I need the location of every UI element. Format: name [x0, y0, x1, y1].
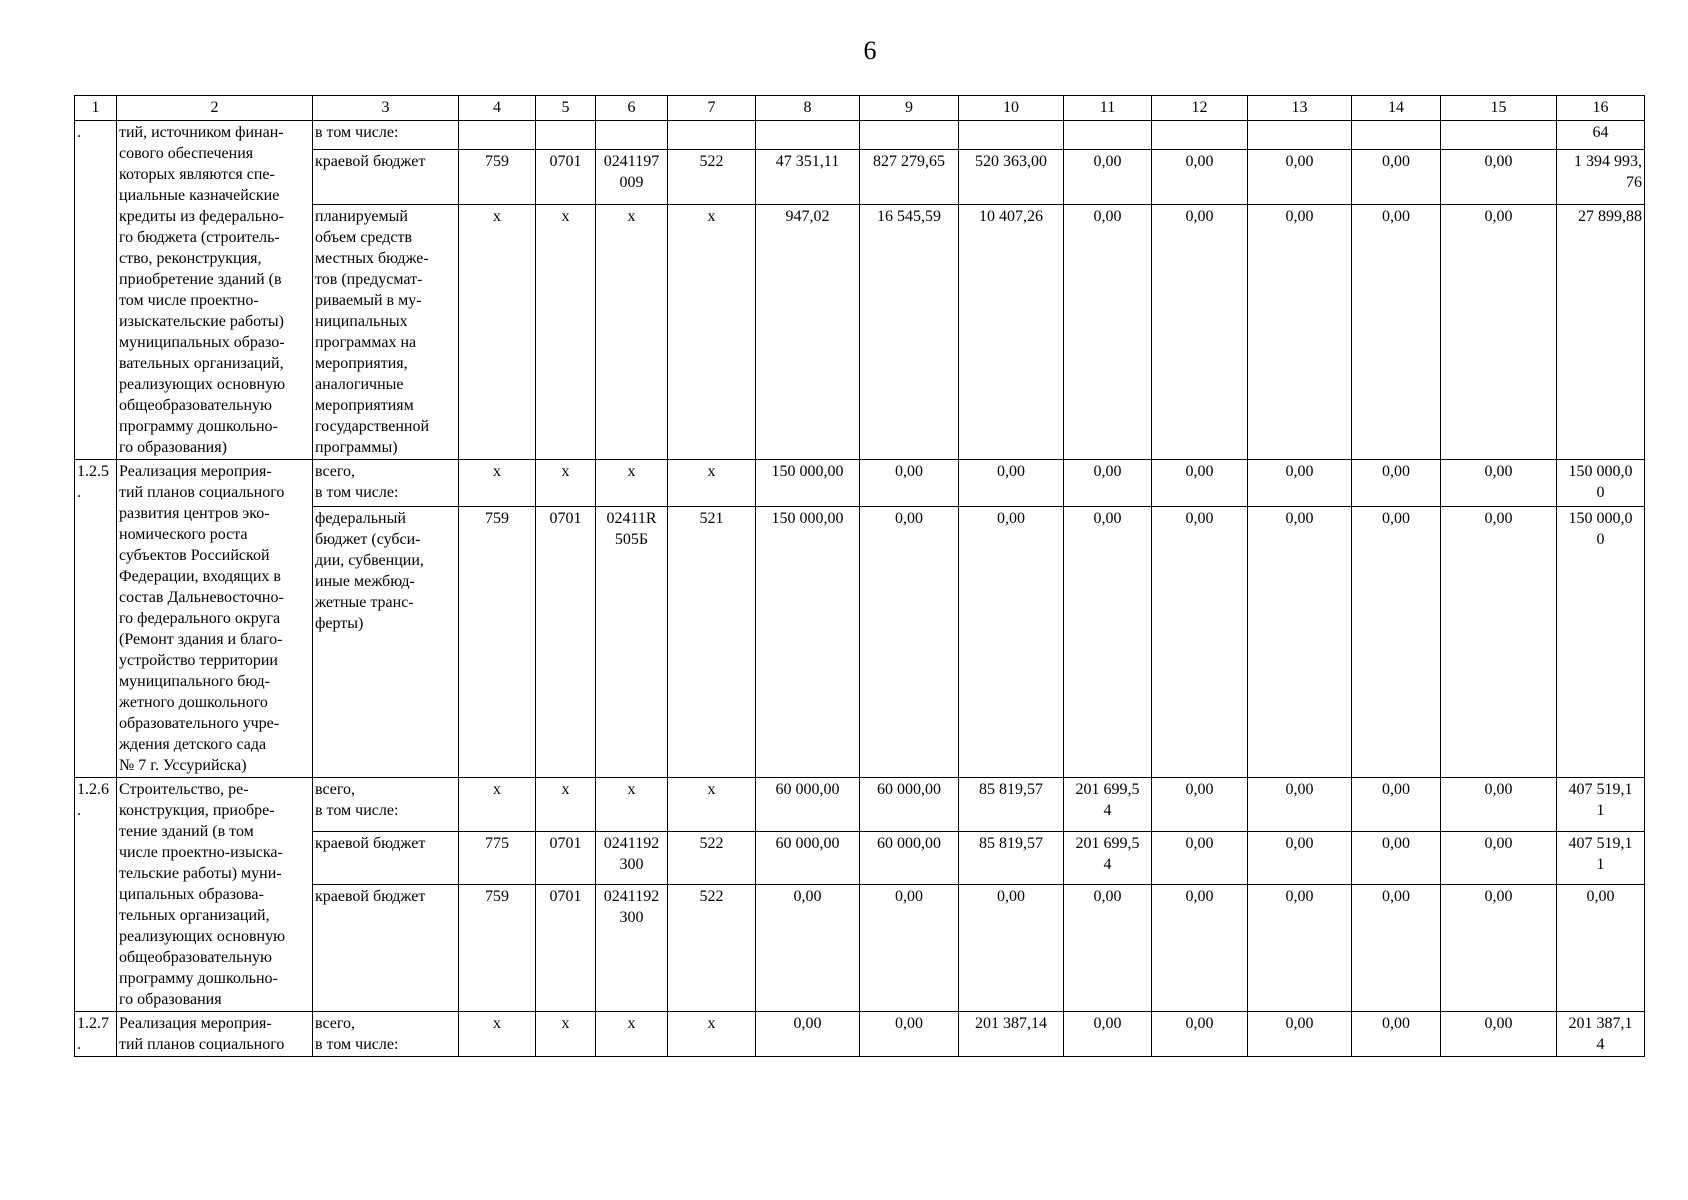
- cell-c16: 64: [1557, 121, 1645, 150]
- cell-c15: 0,00: [1441, 778, 1557, 832]
- row-description: Строительство, ре- конструкция, приобре- тение зданий (в том числе проектно-изыска- тельские работы) муни- ципальных образова- тельных организаций, реализующих основную общеобразовательную программу дошкольно- го образования: [117, 778, 313, 1012]
- row-index: 1.2.5 .: [75, 460, 117, 778]
- cell-c7: 522: [668, 150, 756, 205]
- cell-c9: 0,00: [860, 460, 959, 507]
- cell-c16: 150 000,0 0: [1557, 507, 1645, 778]
- funding-source-label: краевой бюджет: [313, 150, 459, 205]
- cell-c9: [860, 121, 959, 150]
- page-number: 6: [863, 36, 877, 65]
- header-cell: 3: [313, 96, 459, 121]
- cell-c13: 0,00: [1248, 507, 1352, 778]
- cell-c5: x: [536, 778, 596, 832]
- cell-c16: 201 387,1 4: [1557, 1012, 1645, 1057]
- funding-source-label: федеральный бюджет (субси- дии, субвенции, иные межбюд- жетные транс- ферты): [313, 507, 459, 778]
- cell-c4: 759: [459, 150, 536, 205]
- cell-c11: 201 699,5 4: [1064, 831, 1152, 885]
- funding-source-label: краевой бюджет: [313, 831, 459, 885]
- cell-c5: x: [536, 460, 596, 507]
- cell-c12: [1152, 121, 1248, 150]
- cell-c4: x: [459, 205, 536, 460]
- cell-c11: 201 699,5 4: [1064, 778, 1152, 832]
- cell-c10: 0,00: [959, 885, 1064, 1012]
- cell-c15: [1441, 121, 1557, 150]
- cell-c4: x: [459, 1012, 536, 1057]
- cell-c13: 0,00: [1248, 460, 1352, 507]
- header-cell: 8: [756, 96, 860, 121]
- funding-source-label: всего, в том числе:: [313, 778, 459, 832]
- cell-c4: 775: [459, 831, 536, 885]
- cell-c8: [756, 121, 860, 150]
- cell-c16: 1 394 993, 76: [1557, 150, 1645, 205]
- cell-c15: 0,00: [1441, 205, 1557, 460]
- cell-c14: 0,00: [1352, 205, 1441, 460]
- table-row: [75, 460, 1645, 507]
- cell-c12: 0,00: [1152, 205, 1248, 460]
- budget-table: [74, 95, 1645, 1057]
- cell-c16: 0,00: [1557, 885, 1645, 1012]
- cell-c14: 0,00: [1352, 507, 1441, 778]
- row-index: 1.2.6 .: [75, 778, 117, 1012]
- cell-c15: 0,00: [1441, 885, 1557, 1012]
- cell-c15: 0,00: [1441, 1012, 1557, 1057]
- cell-c16: 27 899,88: [1557, 205, 1645, 460]
- header-cell: 2: [117, 96, 313, 121]
- cell-c9: 60 000,00: [860, 831, 959, 885]
- cell-c13: 0,00: [1248, 831, 1352, 885]
- cell-c5: 0701: [536, 150, 596, 205]
- cell-c12: 0,00: [1152, 885, 1248, 1012]
- header-cell: 6: [596, 96, 668, 121]
- cell-c5: x: [536, 1012, 596, 1057]
- cell-c5: x: [536, 205, 596, 460]
- cell-c14: [1352, 121, 1441, 150]
- cell-c13: 0,00: [1248, 150, 1352, 205]
- cell-c10: 520 363,00: [959, 150, 1064, 205]
- cell-c10: 0,00: [959, 507, 1064, 778]
- cell-c13: 0,00: [1248, 778, 1352, 832]
- cell-c8: 150 000,00: [756, 507, 860, 778]
- cell-c10: 0,00: [959, 460, 1064, 507]
- header-cell: 5: [536, 96, 596, 121]
- cell-c14: 0,00: [1352, 778, 1441, 832]
- cell-c9: 60 000,00: [860, 778, 959, 832]
- cell-c16: 150 000,0 0: [1557, 460, 1645, 507]
- row-description: тий, источником финан- сового обеспечения которых являются спе- циальные казначейские кредиты из федерально- го бюджета (строитель- ство, реконструкция, приобретение зданий (в том числе проектно- изыскательские работы) муниципальных образо- вательных организаций, реализующих основную общеобразовательную программу дошкольно- го образования): [117, 121, 313, 460]
- cell-c4: [459, 121, 536, 150]
- cell-c4: x: [459, 778, 536, 832]
- funding-source-label: в том числе:: [313, 121, 459, 150]
- cell-c8: 947,02: [756, 205, 860, 460]
- header-row: [75, 96, 1645, 121]
- cell-c15: 0,00: [1441, 831, 1557, 885]
- cell-c7: x: [668, 778, 756, 832]
- cell-c14: 0,00: [1352, 1012, 1441, 1057]
- cell-c14: 0,00: [1352, 885, 1441, 1012]
- cell-c13: 0,00: [1248, 205, 1352, 460]
- cell-c8: 0,00: [756, 1012, 860, 1057]
- header-cell: 10: [959, 96, 1064, 121]
- cell-c12: 0,00: [1152, 460, 1248, 507]
- cell-c9: 827 279,65: [860, 150, 959, 205]
- cell-c8: 60 000,00: [756, 778, 860, 832]
- cell-c7: x: [668, 205, 756, 460]
- cell-c10: 85 819,57: [959, 831, 1064, 885]
- cell-c13: 0,00: [1248, 1012, 1352, 1057]
- row-description: Реализация мероприя- тий планов социального развития центров эко- номического роста субъектов Российской Федерации, входящих в состав Дальневосточно- го федерального округа (Ремонт здания и благо- устройство территории муниципального бюд- жетного дошкольного образовательного учре- ждения детского сада № 7 г. Уссурийска): [117, 460, 313, 778]
- cell-c16: 407 519,1 1: [1557, 778, 1645, 832]
- header-cell: 4: [459, 96, 536, 121]
- cell-c8: 0,00: [756, 885, 860, 1012]
- cell-c12: 0,00: [1152, 778, 1248, 832]
- cell-c12: 0,00: [1152, 831, 1248, 885]
- header-cell: 12: [1152, 96, 1248, 121]
- cell-c12: 0,00: [1152, 507, 1248, 778]
- cell-c7: x: [668, 460, 756, 507]
- header-cell: 9: [860, 96, 959, 121]
- header-cell: 15: [1441, 96, 1557, 121]
- cell-c15: 0,00: [1441, 460, 1557, 507]
- cell-c14: 0,00: [1352, 460, 1441, 507]
- cell-c12: 0,00: [1152, 1012, 1248, 1057]
- cell-c16: 407 519,1 1: [1557, 831, 1645, 885]
- funding-source-label: краевой бюджет: [313, 885, 459, 1012]
- cell-c6: 0241192 300: [596, 885, 668, 1012]
- cell-c6: 02411R 505Б: [596, 507, 668, 778]
- header-cell: 13: [1248, 96, 1352, 121]
- header-cell: 14: [1352, 96, 1441, 121]
- row-index: .: [75, 121, 117, 460]
- funding-source-label: всего, в том числе:: [313, 460, 459, 507]
- cell-c11: 0,00: [1064, 885, 1152, 1012]
- table-row: [75, 778, 1645, 832]
- cell-c4: 759: [459, 507, 536, 778]
- row-description: Реализация мероприя- тий планов социального: [117, 1012, 313, 1057]
- header-cell: 16: [1557, 96, 1645, 121]
- cell-c9: 0,00: [860, 885, 959, 1012]
- cell-c14: 0,00: [1352, 150, 1441, 205]
- cell-c9: 0,00: [860, 507, 959, 778]
- cell-c7: 522: [668, 831, 756, 885]
- table-row: [75, 1012, 1645, 1057]
- cell-c8: 60 000,00: [756, 831, 860, 885]
- funding-source-label: всего, в том числе:: [313, 1012, 459, 1057]
- cell-c7: 521: [668, 507, 756, 778]
- header-cell: 1: [75, 96, 117, 121]
- cell-c6: x: [596, 205, 668, 460]
- cell-c11: 0,00: [1064, 205, 1152, 460]
- cell-c11: [1064, 121, 1152, 150]
- cell-c11: 0,00: [1064, 1012, 1152, 1057]
- cell-c6: [596, 121, 668, 150]
- cell-c11: 0,00: [1064, 460, 1152, 507]
- cell-c10: [959, 121, 1064, 150]
- cell-c4: x: [459, 460, 536, 507]
- header-cell: 11: [1064, 96, 1152, 121]
- cell-c5: [536, 121, 596, 150]
- cell-c8: 47 351,11: [756, 150, 860, 205]
- cell-c6: x: [596, 778, 668, 832]
- cell-c5: 0701: [536, 507, 596, 778]
- cell-c11: 0,00: [1064, 150, 1152, 205]
- cell-c6: x: [596, 460, 668, 507]
- cell-c5: 0701: [536, 885, 596, 1012]
- cell-c6: 0241192 300: [596, 831, 668, 885]
- cell-c6: x: [596, 1012, 668, 1057]
- cell-c7: 522: [668, 885, 756, 1012]
- cell-c5: 0701: [536, 831, 596, 885]
- row-index: 1.2.7 .: [75, 1012, 117, 1057]
- cell-c12: 0,00: [1152, 150, 1248, 205]
- cell-c15: 0,00: [1441, 507, 1557, 778]
- cell-c4: 759: [459, 885, 536, 1012]
- cell-c7: [668, 121, 756, 150]
- cell-c10: 201 387,14: [959, 1012, 1064, 1057]
- cell-c6: 0241197 009: [596, 150, 668, 205]
- cell-c7: x: [668, 1012, 756, 1057]
- table-row: [75, 121, 1645, 150]
- cell-c9: 0,00: [860, 1012, 959, 1057]
- cell-c15: 0,00: [1441, 150, 1557, 205]
- cell-c8: 150 000,00: [756, 460, 860, 507]
- cell-c11: 0,00: [1064, 507, 1152, 778]
- cell-c10: 85 819,57: [959, 778, 1064, 832]
- cell-c13: [1248, 121, 1352, 150]
- cell-c14: 0,00: [1352, 831, 1441, 885]
- cell-c9: 16 545,59: [860, 205, 959, 460]
- cell-c13: 0,00: [1248, 885, 1352, 1012]
- funding-source-label: планируемый объем средств местных бюдже- тов (предусмат- риваемый в му- ниципальных программах на мероприятия, аналогичные мероприятиям государственной программы): [313, 205, 459, 460]
- header-cell: 7: [668, 96, 756, 121]
- cell-c10: 10 407,26: [959, 205, 1064, 460]
